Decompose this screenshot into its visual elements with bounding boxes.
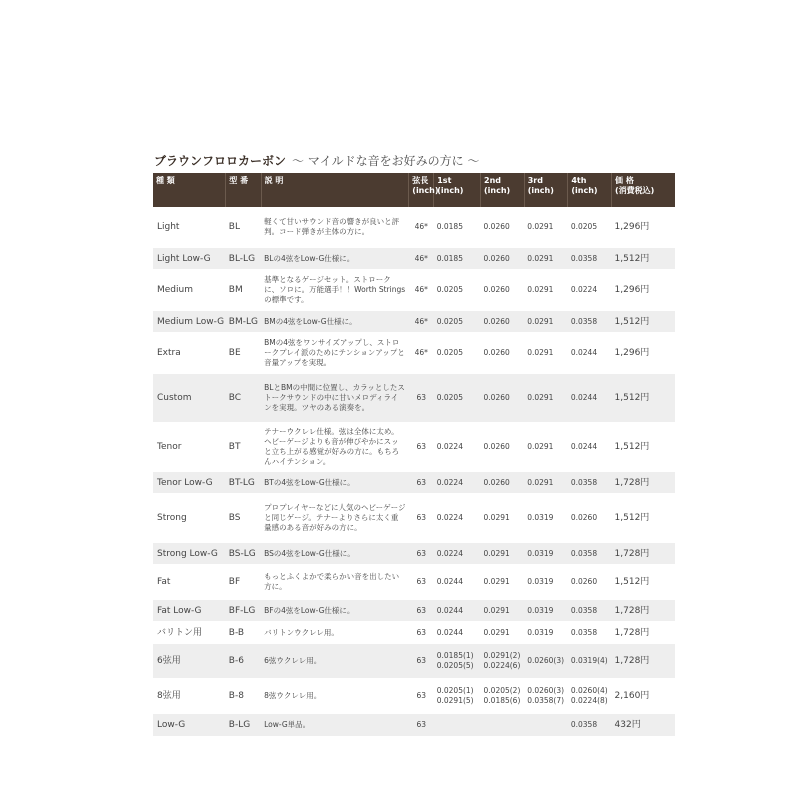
table-row <box>153 644 675 679</box>
header-code: 型 番 <box>226 173 261 207</box>
cell-price: 432円 <box>612 714 675 737</box>
cell-type: 6弦用 <box>153 644 226 679</box>
cell-4th: 0.0260 <box>568 565 612 600</box>
cell-3rd: 0.0319 <box>524 494 568 543</box>
cell-code: BS-LG <box>226 543 261 565</box>
string-spec-table <box>153 173 675 737</box>
cell-3rd: 0.0260(3) 0.0358(7) <box>524 679 568 714</box>
cell-3rd: 0.0291 <box>524 248 568 270</box>
cell-type: Custom <box>153 374 226 423</box>
header-3rd: 3rd (inch) <box>524 173 568 207</box>
cell-1st <box>434 714 481 737</box>
cell-price: 1,296円 <box>612 270 675 311</box>
cell-length: 63 <box>409 494 434 543</box>
cell-2nd: 0.0260 <box>481 270 525 311</box>
cell-2nd: 0.0260 <box>481 472 525 494</box>
cell-type: Strong <box>153 494 226 543</box>
cell-code: BC <box>226 374 261 423</box>
cell-length: 46* <box>409 248 434 270</box>
cell-1st: 0.0205 <box>434 270 481 311</box>
header-desc: 説 明 <box>261 173 409 207</box>
cell-price: 1,512円 <box>612 248 675 270</box>
cell-type: バリトン用 <box>153 622 226 644</box>
cell-type: 8弦用 <box>153 679 226 714</box>
cell-description: BMの4弦をLow-G仕様に。 <box>261 311 409 333</box>
cell-length: 63 <box>409 714 434 737</box>
cell-length: 63 <box>409 622 434 644</box>
table-row <box>153 714 675 737</box>
table-row <box>153 494 675 543</box>
cell-4th: 0.0319(4) <box>568 644 612 679</box>
cell-3rd: 0.0291 <box>524 333 568 374</box>
cell-type: Tenor <box>153 423 226 472</box>
cell-description: もっとふくよかで柔らかい音を出したい方に。 <box>261 565 409 600</box>
cell-3rd <box>524 714 568 737</box>
cell-price: 1,728円 <box>612 644 675 679</box>
cell-price: 1,512円 <box>612 494 675 543</box>
cell-description: Low-G単品。 <box>261 714 409 737</box>
cell-1st: 0.0244 <box>434 565 481 600</box>
cell-2nd <box>481 714 525 737</box>
cell-1st: 0.0185(1) 0.0205(5) <box>434 644 481 679</box>
cell-4th: 0.0358 <box>568 600 612 622</box>
cell-description: BMの4弦をワンサイズアップし、ストロークプレイ派のためにテンションアップと音量アップを実現。 <box>261 333 409 374</box>
cell-1st: 0.0244 <box>434 622 481 644</box>
header-1st: 1st (inch) <box>434 173 481 207</box>
cell-code: B-LG <box>226 714 261 737</box>
cell-price: 1,728円 <box>612 543 675 565</box>
table-header-row <box>153 173 675 207</box>
cell-length: 46* <box>409 333 434 374</box>
cell-3rd: 0.0260(3) <box>524 644 568 679</box>
cell-code: B-6 <box>226 644 261 679</box>
table-row <box>153 333 675 374</box>
table-row <box>153 472 675 494</box>
cell-code: BM-LG <box>226 311 261 333</box>
cell-length: 46* <box>409 270 434 311</box>
cell-3rd: 0.0319 <box>524 565 568 600</box>
cell-1st: 0.0185 <box>434 207 481 248</box>
page-title <box>154 152 479 169</box>
table-row <box>153 565 675 600</box>
cell-description: 基準となるゲージセット。ストロークに、ソロに。万能選手！！Worth Stringsの標準です。 <box>261 270 409 311</box>
cell-1st: 0.0205 <box>434 374 481 423</box>
title-main: ブラウンフロロカーボン <box>154 154 287 168</box>
cell-4th: 0.0358 <box>568 248 612 270</box>
cell-2nd: 0.0260 <box>481 207 525 248</box>
cell-price: 1,512円 <box>612 565 675 600</box>
cell-length: 63 <box>409 543 434 565</box>
table-row <box>153 207 675 248</box>
cell-description: BTの4弦をLow-G仕様に。 <box>261 472 409 494</box>
cell-3rd: 0.0291 <box>524 311 568 333</box>
cell-2nd: 0.0260 <box>481 423 525 472</box>
cell-code: B-8 <box>226 679 261 714</box>
cell-length: 63 <box>409 679 434 714</box>
cell-description: BFの4弦をLow-G仕様に。 <box>261 600 409 622</box>
cell-code: BL <box>226 207 261 248</box>
title-sub: ～ マイルドな音をお好みの方に ～ <box>292 154 480 168</box>
cell-type: Fat Low-G <box>153 600 226 622</box>
table-row <box>153 423 675 472</box>
cell-type: Light Low-G <box>153 248 226 270</box>
header-4th: 4th (inch) <box>568 173 612 207</box>
cell-2nd: 0.0291 <box>481 565 525 600</box>
cell-4th: 0.0260 <box>568 494 612 543</box>
cell-1st: 0.0224 <box>434 543 481 565</box>
cell-price: 1,512円 <box>612 311 675 333</box>
cell-description: プロプレイヤーなどに人気のヘビーゲージと同じゲージ。テナーよりさらに太く重量感のある音が好みの方に。 <box>261 494 409 543</box>
cell-2nd: 0.0205(2) 0.0185(6) <box>481 679 525 714</box>
cell-type: Strong Low-G <box>153 543 226 565</box>
cell-3rd: 0.0319 <box>524 622 568 644</box>
cell-code: BS <box>226 494 261 543</box>
cell-2nd: 0.0260 <box>481 248 525 270</box>
cell-length: 46* <box>409 207 434 248</box>
cell-type: Extra <box>153 333 226 374</box>
header-2nd: 2nd (inch) <box>481 173 525 207</box>
cell-price: 1,512円 <box>612 423 675 472</box>
cell-4th: 0.0358 <box>568 714 612 737</box>
cell-1st: 0.0224 <box>434 423 481 472</box>
table-row <box>153 248 675 270</box>
cell-code: BT-LG <box>226 472 261 494</box>
cell-code: BT <box>226 423 261 472</box>
cell-length: 63 <box>409 472 434 494</box>
cell-description: BSの4弦をLow-G仕様に。 <box>261 543 409 565</box>
cell-price: 2,160円 <box>612 679 675 714</box>
table-row <box>153 600 675 622</box>
cell-4th: 0.0358 <box>568 622 612 644</box>
cell-3rd: 0.0291 <box>524 472 568 494</box>
cell-code: BM <box>226 270 261 311</box>
cell-2nd: 0.0291 <box>481 494 525 543</box>
cell-1st: 0.0205 <box>434 333 481 374</box>
cell-2nd: 0.0291 <box>481 543 525 565</box>
cell-2nd: 0.0260 <box>481 311 525 333</box>
cell-price: 1,512円 <box>612 374 675 423</box>
cell-description: BLとBMの中間に位置し、カラッとしたストークサウンドの中に甘いメロディラインを実現。ツヤのある演奏を。 <box>261 374 409 423</box>
cell-2nd: 0.0291(2) 0.0224(6) <box>481 644 525 679</box>
table-row <box>153 679 675 714</box>
cell-description: 6弦ウクレレ用。 <box>261 644 409 679</box>
cell-4th: 0.0205 <box>568 207 612 248</box>
table-row <box>153 374 675 423</box>
cell-code: BF-LG <box>226 600 261 622</box>
cell-length: 46* <box>409 311 434 333</box>
cell-2nd: 0.0291 <box>481 622 525 644</box>
cell-description: BLの4弦をLow-G仕様に。 <box>261 248 409 270</box>
cell-price: 1,296円 <box>612 207 675 248</box>
cell-type: Light <box>153 207 226 248</box>
cell-length: 63 <box>409 374 434 423</box>
cell-length: 63 <box>409 565 434 600</box>
cell-price: 1,296円 <box>612 333 675 374</box>
table-row <box>153 543 675 565</box>
cell-type: Low-G <box>153 714 226 737</box>
cell-3rd: 0.0291 <box>524 270 568 311</box>
cell-3rd: 0.0319 <box>524 600 568 622</box>
cell-1st: 0.0205 <box>434 311 481 333</box>
cell-description: テナーウクレレ仕様。弦は全体に太め。ヘビーゲージよりも音が伸びやかにスッと立ち上がる感覚が好みの方に。もちろんハイテンション。 <box>261 423 409 472</box>
cell-2nd: 0.0260 <box>481 333 525 374</box>
cell-4th: 0.0358 <box>568 311 612 333</box>
cell-3rd: 0.0291 <box>524 423 568 472</box>
cell-code: BL-LG <box>226 248 261 270</box>
cell-price: 1,728円 <box>612 472 675 494</box>
cell-type: Medium <box>153 270 226 311</box>
cell-code: B-B <box>226 622 261 644</box>
table-row <box>153 622 675 644</box>
cell-description: バリトンウクレレ用。 <box>261 622 409 644</box>
cell-length: 63 <box>409 600 434 622</box>
cell-4th: 0.0260(4) 0.0224(8) <box>568 679 612 714</box>
cell-2nd: 0.0260 <box>481 374 525 423</box>
cell-1st: 0.0244 <box>434 600 481 622</box>
header-price: 価 格 (消費税込) <box>612 173 675 207</box>
cell-price: 1,728円 <box>612 622 675 644</box>
table-row <box>153 270 675 311</box>
cell-2nd: 0.0291 <box>481 600 525 622</box>
table-row <box>153 311 675 333</box>
cell-1st: 0.0224 <box>434 472 481 494</box>
header-length: 弦長 (inch) <box>409 173 434 207</box>
cell-code: BE <box>226 333 261 374</box>
cell-3rd: 0.0291 <box>524 207 568 248</box>
cell-description: 軽くて甘いサウンド音の響きが良いと評判。コード弾きが主体の方に。 <box>261 207 409 248</box>
cell-1st: 0.0224 <box>434 494 481 543</box>
cell-1st: 0.0185 <box>434 248 481 270</box>
cell-1st: 0.0205(1) 0.0291(5) <box>434 679 481 714</box>
cell-3rd: 0.0291 <box>524 374 568 423</box>
cell-4th: 0.0358 <box>568 543 612 565</box>
cell-length: 63 <box>409 423 434 472</box>
cell-length: 63 <box>409 644 434 679</box>
cell-description: 8弦ウクレレ用。 <box>261 679 409 714</box>
cell-4th: 0.0244 <box>568 333 612 374</box>
header-type: 種 類 <box>153 173 226 207</box>
cell-code: BF <box>226 565 261 600</box>
cell-4th: 0.0358 <box>568 472 612 494</box>
cell-type: Medium Low-G <box>153 311 226 333</box>
cell-price: 1,728円 <box>612 600 675 622</box>
cell-4th: 0.0244 <box>568 374 612 423</box>
cell-3rd: 0.0319 <box>524 543 568 565</box>
cell-4th: 0.0224 <box>568 270 612 311</box>
cell-4th: 0.0244 <box>568 423 612 472</box>
cell-type: Tenor Low-G <box>153 472 226 494</box>
cell-type: Fat <box>153 565 226 600</box>
